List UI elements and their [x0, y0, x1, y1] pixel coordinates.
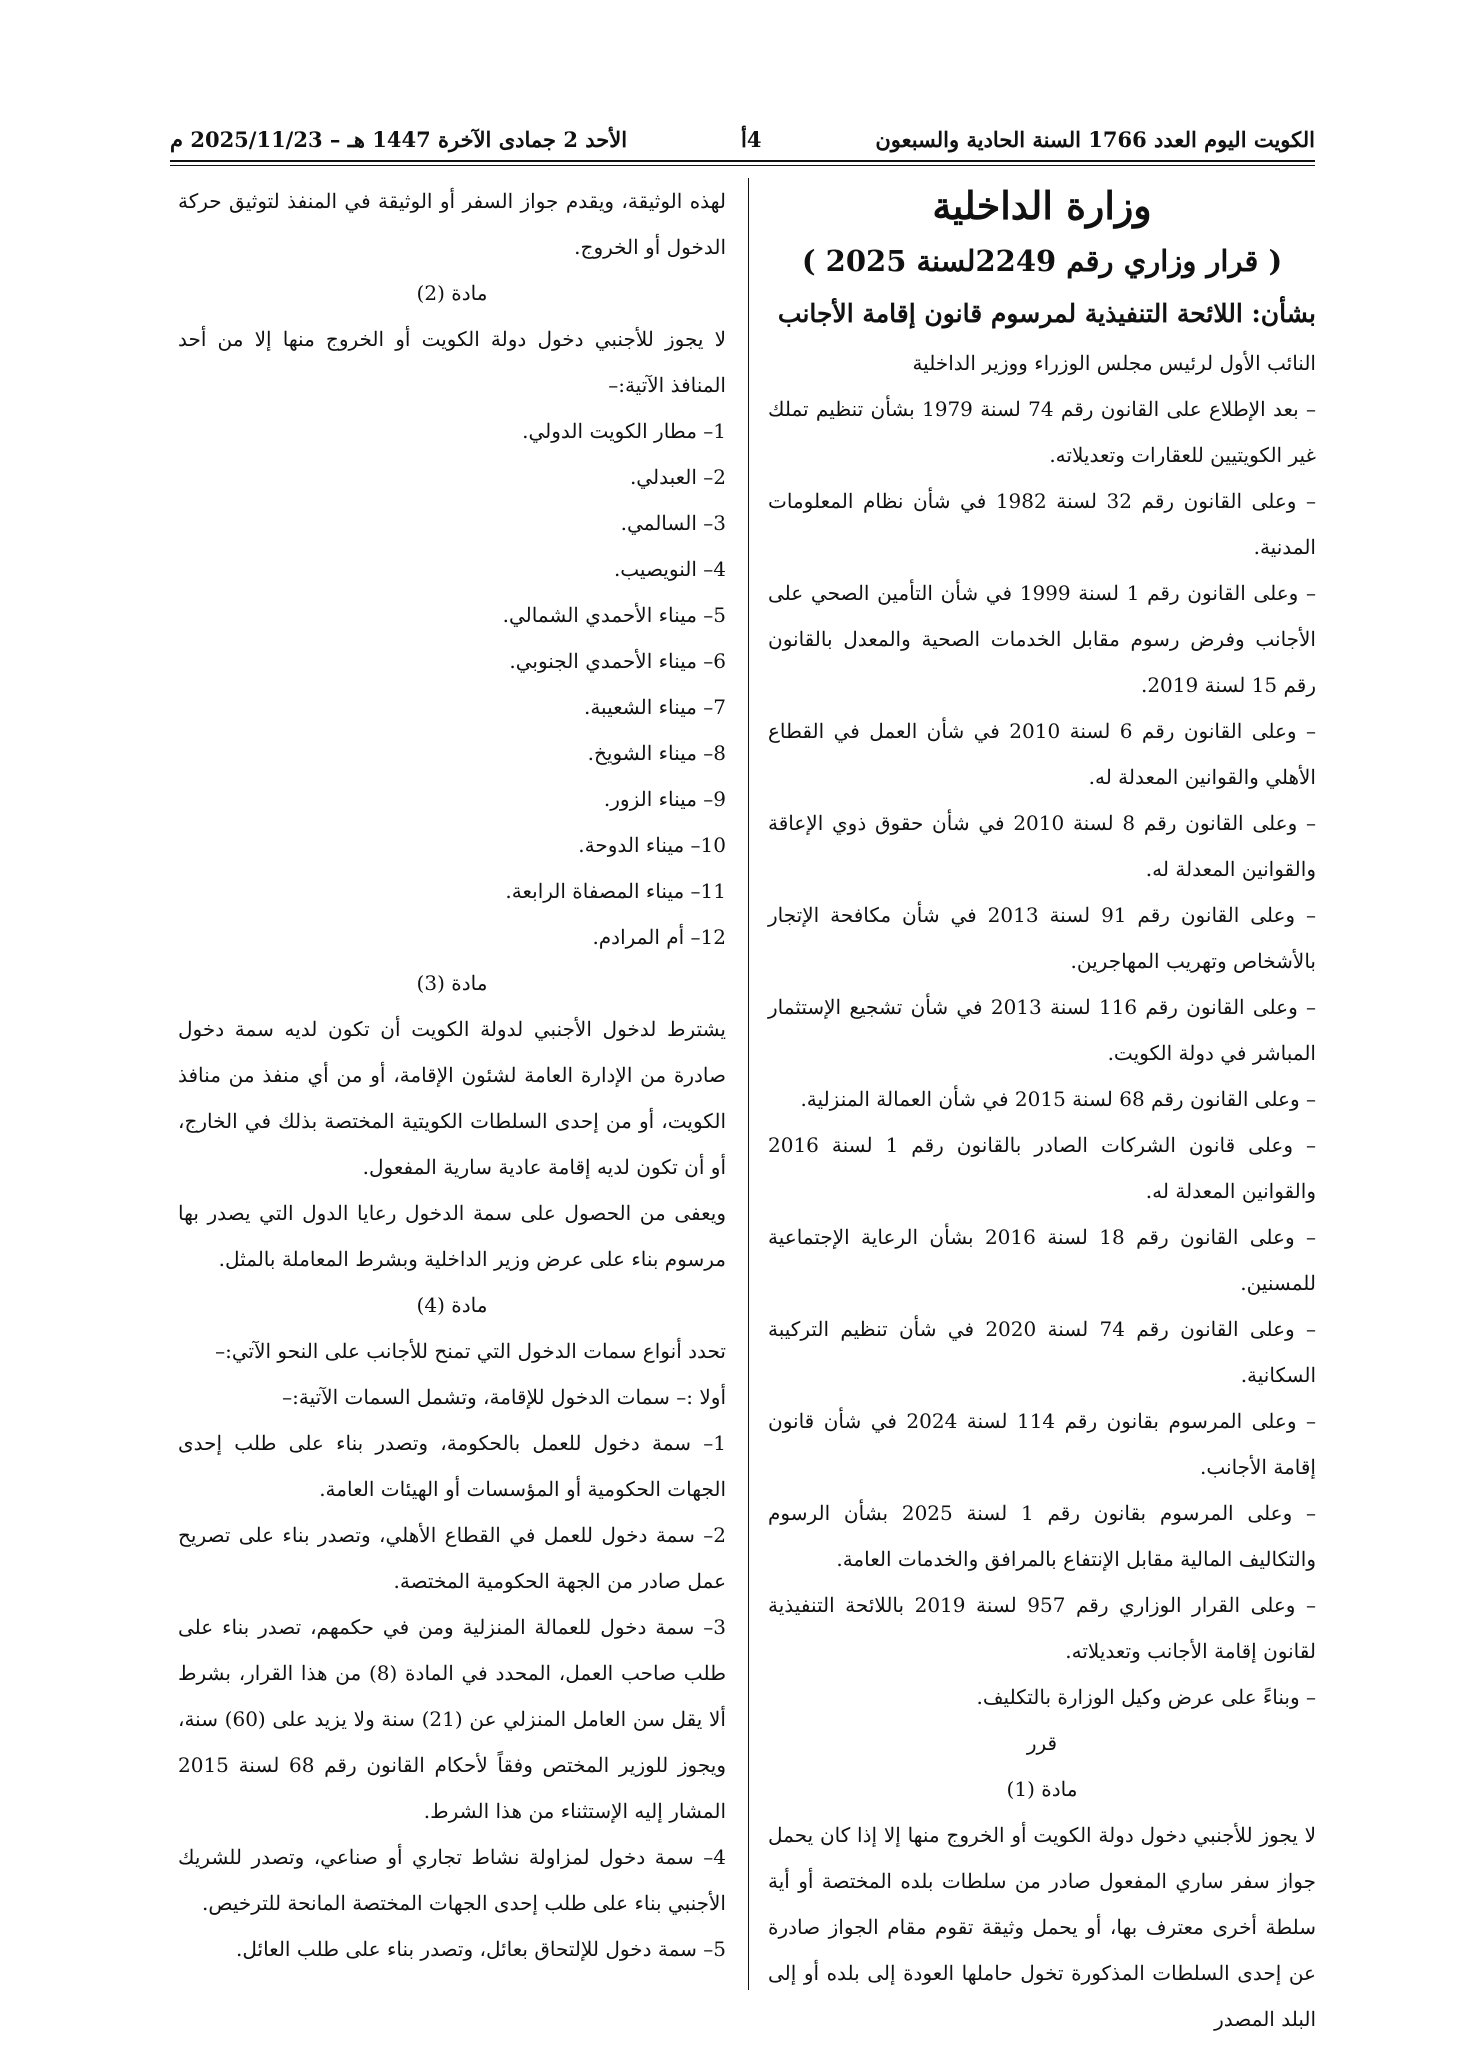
preamble-line: – وعلى قانون الشركات الصادر بالقانون رقم 1 لسنة 2016 والقوانين المعدلة له. [768, 1133, 1316, 1203]
visa-item: 3– سمة دخول للعمالة المنزلية ومن في حكمهم، تصدر بناء على طلب صاحب العمل، المحدد في المادة (8) من هذا القرار، بشرط ألا يقل سن العامل المنزلي عن (21) سنة ولا يزيد على (60) سنة، ويجوز للوزير المختص وفقاً لأحكام القانون رقم 68 لسنة 2015 المشار إليه الإستثناء من هذا الشرط. [178, 1615, 726, 1823]
article-1-heading: مادة (1) [1006, 1777, 1078, 1801]
preamble-line: – وعلى المرسوم بقانون رقم 1 لسنة 2025 بشأن الرسوم والتكاليف المالية مقابل الإنتفاع بالمرافق والخدمات العامة. [768, 1501, 1316, 1571]
header-issue: الكويت اليوم العدد 1766 السنة الحادية والسبعون [875, 126, 1315, 152]
preamble-line: – وعلى القانون رقم 6 لسنة 2010 في شأن العمل في القطاع الأهلي والقوانين المعدلة له. [768, 719, 1316, 789]
header-rule-bottom [170, 165, 1315, 166]
preamble-line: النائب الأول لرئيس مجلس الوزراء ووزير الداخلية [912, 351, 1316, 375]
page-header [170, 122, 1315, 156]
preamble-line: – وعلى القانون رقم 74 لسنة 2020 في شأن تنظيم التركيبة السكانية. [768, 1317, 1316, 1387]
preamble-line: – وعلى القانون رقم 32 لسنة 1982 في شأن نظام المعلومات المدنية. [768, 489, 1316, 559]
header-page-number: 4أ [740, 126, 762, 152]
right-column [768, 178, 1316, 2042]
article-1-continuation: لهذه الوثيقة، ويقدم جواز السفر أو الوثيقة في المنفذ لتوثيق حركة الدخول أو الخروج. [178, 189, 726, 259]
preamble-line: – وعلى القانون رقم 116 لسنة 2013 في شأن تشجيع الإستثمار المباشر في دولة الكويت. [768, 995, 1316, 1065]
preamble-line: – وعلى المرسوم بقانون رقم 114 لسنة 2024 في شأن قانون إقامة الأجانب. [768, 1409, 1316, 1479]
preamble-line: – وعلى القانون رقم 8 لسنة 2010 في شأن حقوق ذوي الإعاقة والقوانين المعدلة له. [768, 811, 1316, 881]
preamble-line: – وعلى القانون رقم 91 لسنة 2013 في شأن مكافحة الإتجار بالأشخاص وتهريب المهاجرين. [768, 903, 1316, 973]
port-item: 9– ميناء الزور. [603, 787, 726, 811]
article-4-intro: تحدد أنواع سمات الدخول التي تمنح للأجانب على النحو الآتي:– [215, 1339, 726, 1363]
preamble-line: – وبناءً على عرض وكيل الوزارة بالتكليف. [976, 1685, 1316, 1709]
article-4-heading: مادة (4) [416, 1293, 488, 1317]
port-item: 1– مطار الكويت الدولي. [522, 419, 726, 443]
port-item: 6– ميناء الأحمدي الجنوبي. [509, 649, 726, 673]
visa-item: 2– سمة دخول للعمل في القطاع الأهلي، وتصدر بناء على تصريح عمل صادر من الجهة الحكومية المختصة. [178, 1523, 726, 1593]
decree-title: ( قرار وزاري رقم 2249لسنة 2025 ) [801, 244, 1283, 278]
port-item: 4– النويصيب. [613, 557, 726, 581]
article-2-text: لا يجوز للأجنبي دخول دولة الكويت أو الخروج منها إلا من أحد المنافذ الآتية:– [178, 327, 726, 397]
port-item: 11– ميناء المصفاة الرابعة. [505, 879, 726, 903]
article-3-text: يشترط لدخول الأجنبي لدولة الكويت أن تكون لديه سمة دخول صادرة من الإدارة العامة لشئون الإقامة، أو من أي منفذ من منافذ الكويت، أو من إحدى السلطات الكويتية المختصة بذلك في الخارج، أو أن تكون لديه إقامة عادية سارية المفعول. [178, 1017, 726, 1179]
article-4-first: أولا :– سمات الدخول للإقامة، وتشمل السمات الآتية:– [282, 1385, 726, 1409]
preamble-line: – وعلى القرار الوزاري رقم 957 لسنة 2019 باللائحة التنفيذية لقانون إقامة الأجانب وتعديلاته. [768, 1593, 1316, 1663]
port-item: 8– ميناء الشويخ. [587, 741, 726, 765]
port-item: 12– أم المرادم. [592, 925, 726, 949]
header-rule-top [170, 160, 1315, 162]
article-3-heading: مادة (3) [416, 971, 488, 995]
left-column [178, 178, 726, 1972]
preamble-line: – وعلى القانون رقم 1 لسنة 1999 في شأن التأمين الصحي على الأجانب وفرض رسوم مقابل الخدمات الصحية والمعدل بالقانون رقم 15 لسنة 2019. [768, 581, 1316, 697]
decided-heading: قرر [1026, 1731, 1058, 1755]
port-item: 7– ميناء الشعيبة. [583, 695, 726, 719]
preamble-line: – وعلى القانون رقم 68 لسنة 2015 في شأن العمالة المنزلية. [800, 1087, 1316, 1111]
port-item: 3– السالمي. [620, 511, 726, 535]
header-date: الأحد 2 جمادى الآخرة 1447 هـ – 2025/11/23 م [170, 126, 628, 152]
visa-item: 1– سمة دخول للعمل بالحكومة، وتصدر بناء على طلب إحدى الجهات الحكومية أو المؤسسات أو الهيئات العامة. [178, 1431, 726, 1501]
column-divider [748, 178, 749, 1990]
preamble-line: – وعلى القانون رقم 18 لسنة 2016 بشأن الرعاية الإجتماعية للمسنين. [768, 1225, 1316, 1295]
preamble-line: – بعد الإطلاع على القانون رقم 74 لسنة 1979 بشأن تنظيم تملك غير الكويتيين للعقارات وتعديلاته. [768, 397, 1316, 467]
ministry-title: وزارة الداخلية [932, 183, 1152, 228]
article-1-text: لا يجوز للأجنبي دخول دولة الكويت أو الخروج منها إلا إذا كان يحمل جواز سفر ساري المفعول صادر من سلطات بلده المختصة أو أية سلطة أخرى معترف بها، أو يحمل وثيقة تقوم مقام الجواز صادرة عن إحدى السلطات المذكورة تخول حاملها العودة إلى بلده أو إلى البلد المصدر [768, 1823, 1316, 2031]
port-item: 2– العبدلي. [629, 465, 726, 489]
visa-item: 4– سمة دخول لمزاولة نشاط تجاري أو صناعي، وتصدر للشريك الأجنبي بناء على طلب إحدى الجهات المختصة المانحة للترخيص. [178, 1845, 726, 1915]
article-2-heading: مادة (2) [416, 281, 488, 305]
decree-subject: بشأن: اللائحة التنفيذية لمرسوم قانون إقامة الأجانب [777, 299, 1316, 328]
port-item: 10– ميناء الدوحة. [578, 833, 726, 857]
article-3-exemption: ويعفى من الحصول على سمة الدخول رعايا الدول التي يصدر بها مرسوم بناء على عرض وزير الداخلية وبشرط المعاملة بالمثل. [178, 1201, 726, 1271]
visa-item: 5– سمة دخول للإلتحاق بعائل، وتصدر بناء على طلب العائل. [236, 1937, 726, 1961]
port-item: 5– ميناء الأحمدي الشمالي. [502, 603, 726, 627]
